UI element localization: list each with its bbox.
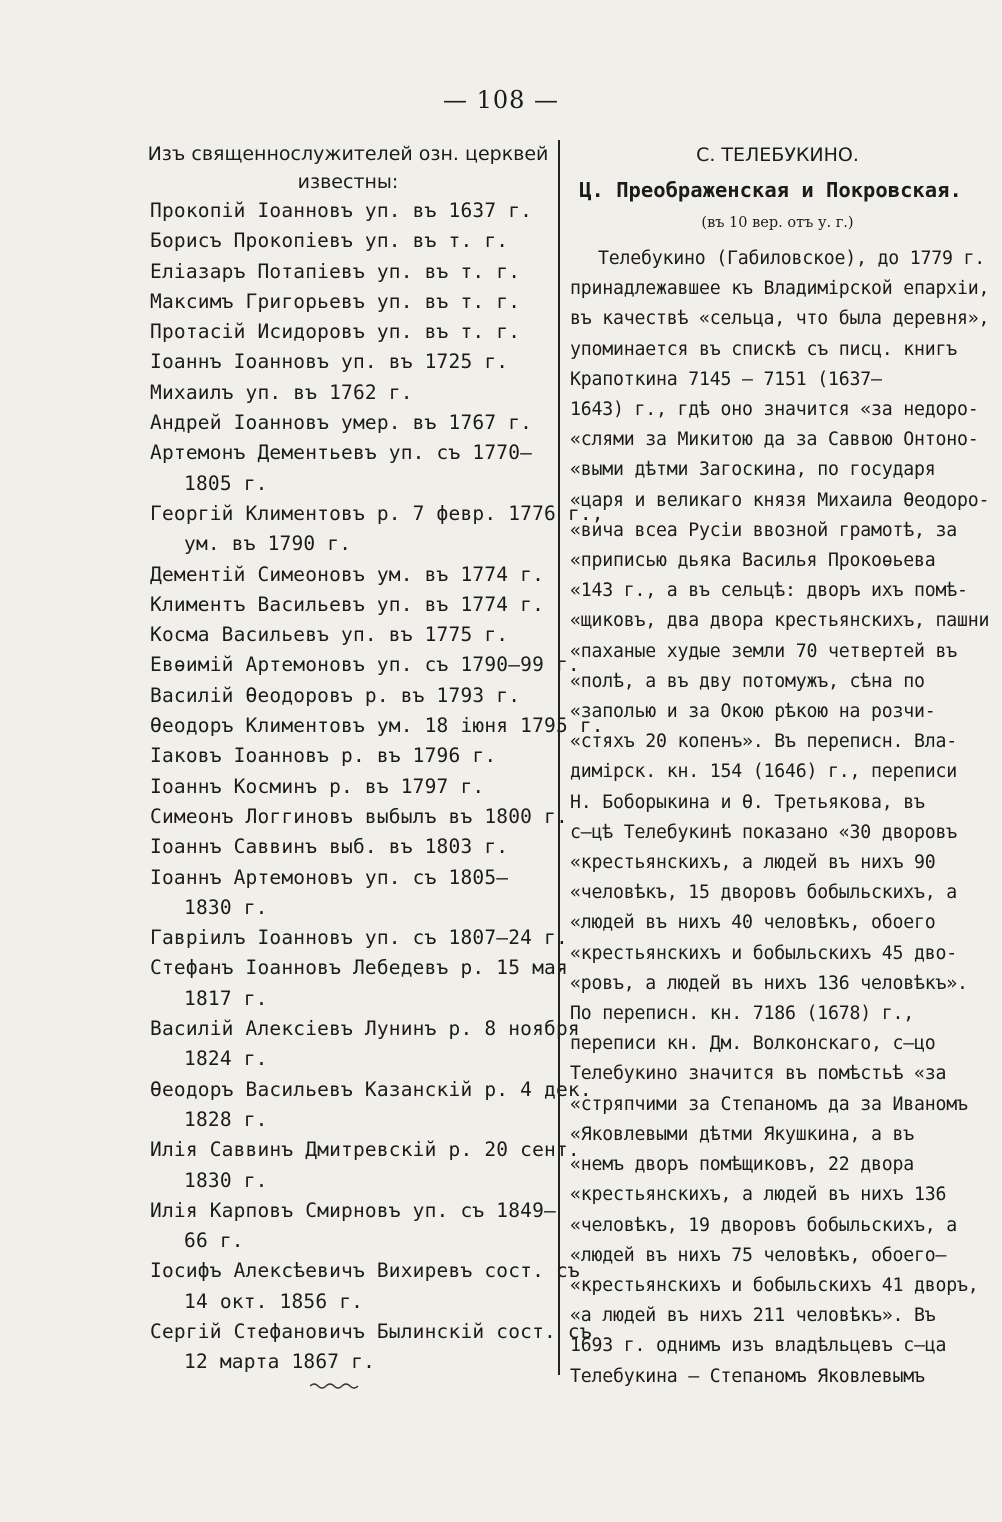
text-line: димірск. кн. 154 (1646) г., переписи [570,761,957,783]
clergy-entry-line: Іоаннъ Косминъ р. въ 1797 г. [150,774,485,798]
church-description-column [570,140,990,1392]
clergy-entry-line: Гавріилъ Іоанновъ уп. съ 1807—24 г. [150,926,568,950]
text-line: «людей въ нихъ 75 человѣкъ, обоего— [570,1244,947,1266]
clergy-entry-line: Прокопій Іоанновъ уп. въ 1637 г. [150,199,533,222]
clergy-entry-continuation: 1828 г. [184,1107,268,1131]
clergy-entry-line: Іосифъ Алексѣевичъ Вихиревъ сост. съ [150,1259,580,1283]
clergy-entry-line: Стефанъ Іоанновъ Лебедевъ р. 15 мая [150,956,568,980]
clergy-entry [150,1075,592,1136]
clergy-entry-line: Георгій Климентовъ р. 7 февр. 1776 г., [150,501,604,525]
clergy-entry [150,1256,580,1317]
text-line: «вича всеа Русіи ввозной грамотѣ, за [570,519,957,541]
clergy-entry [150,226,550,256]
clergy-entry [150,681,550,711]
clergy-entry [150,802,568,832]
clergy-entry-line: Дементій Симеоновъ ум. въ 1774 г. [150,562,545,586]
text-line: 1643) г., гдѣ оно значится «за недоро- [570,399,979,421]
clergy-list-heading [146,140,550,196]
text-line: «стяхъ 20 копенъ». Въ переписн. Вла- [570,731,957,753]
text-line: «царя и великаго князя Михаила Ѳеодоро- [570,489,990,511]
clergy-entry-line: Іоаннъ Артемоновъ уп. съ 1805— [150,865,509,889]
clergy-entry-line: Илія Саввинъ Дмитревскій р. 20 сент. [150,1138,580,1162]
clergy-entry [150,347,550,377]
clergy-entry-line: Сергій Стефановичъ Былинскій сост. съ [150,1319,592,1343]
clergy-entry-line: Іоаннъ Іоанновъ уп. въ 1725 г. [150,350,509,374]
clergy-entry-line: Еліазаръ Потапіевъ уп. въ т. г. [150,259,521,283]
text-line: «немъ дворъ помѣщиковъ, 22 двора [570,1154,914,1176]
clergy-entry [150,408,550,438]
clergy-entry-line: Андрей Іоанновъ умер. въ 1767 г. [150,411,533,435]
text-line: «143 г., а въ сельцѣ: дворъ ихъ помѣ- [570,580,968,602]
clergy-entry-continuation: 1805 г. [184,471,268,495]
clergy-entry-line: Борисъ Прокопіевъ уп. въ т. г. [150,229,509,253]
clergy-entry-line: Ѳеодоръ Климентовъ ум. 18 іюня 1795 г. [150,714,604,738]
clergy-entry-line: Михаилъ уп. въ 1762 г. [150,380,413,404]
text-line: «щиковъ, два двора крестьянскихъ, пашни [570,610,990,632]
clergy-entry-continuation: 12 марта 1867 г. [184,1350,376,1374]
text-line: переписи кн. Дм. Волконскаго, с—цо [570,1033,936,1055]
text-line: «крестьянскихъ, а людей въ нихъ 90 [570,852,936,874]
clergy-entries [150,196,604,1378]
text-line: «выми дѣтми Загоскина, по государя [570,459,936,481]
clergy-entry [150,196,550,226]
clergy-entry-line: Евѳимій Артемоновъ уп. съ 1790—99 г. [150,653,580,677]
clergy-entry-line: Илія Карповъ Смирновъ уп. съ 1849— [150,1198,556,1222]
clergy-entry-continuation: ум. въ 1790 г. [184,532,352,556]
clergy-entry-continuation: 66 г. [184,1229,244,1253]
text-line: «крестьянскихъ, а людей въ нихъ 136 [570,1184,947,1206]
clergy-entry-continuation: 1830 г. [184,1168,268,1192]
clergy-entry [150,1196,556,1257]
clergy-entry [150,863,550,924]
text-line: «Яковлевыми дѣтми Якушкина, а въ [570,1123,914,1145]
clergy-entry-line: Іаковъ Іоанновъ р. въ 1796 г. [150,744,497,768]
clergy-entry [150,257,550,287]
end-ornament-icon [310,1382,360,1390]
clergy-entry [150,772,550,802]
text-line: «полѣ, а въ дву потомужъ, сѣна по [570,670,925,692]
clergy-entry-line: Симеонъ Логгиновъ выбылъ въ 1800 г. [150,804,568,828]
clergy-entry [150,317,550,347]
text-line: «паханые худые земли 70 четвертей въ [570,640,957,662]
text-line: «ровъ, а людей въ нихъ 136 человѣкъ». [570,972,968,994]
text-line: упоминается въ спискѣ съ писц. книгъ [570,338,957,360]
clergy-entry-continuation: 1817 г. [184,986,268,1010]
clergy-entry [150,560,550,590]
text-line: с—цѣ Телебукинѣ показано «30 дворовъ [570,821,957,843]
clergy-entry [150,923,568,953]
clergy-entry-line: Протасій Исидоровъ уп. въ т. г. [150,320,521,344]
text-line: Крапоткина 7145 — 7151 (1637— [570,368,882,390]
clergy-entry [150,1014,580,1075]
text-line: Телебукино значится въ помѣстьѣ «за [570,1063,947,1085]
church-title: Ц. Преображенская и Покровская. [579,178,962,202]
text-line: По переписн. кн. 7186 (1678) г., [570,1003,914,1025]
text-line: «крестьянскихъ и бобыльскихъ 45 дво- [570,942,957,964]
clergy-entry [150,650,580,680]
text-line: Телебукина — Степаномъ Яковлевымъ [570,1365,925,1387]
clergy-entry [150,620,550,650]
text-line: Телебукино (Габиловское), до 1779 г. [598,248,985,269]
clergy-heading-line: известны: [297,171,399,193]
clergy-entry-continuation: 14 окт. 1856 г. [184,1289,364,1313]
text-line: «а людей въ нихъ 211 человѣкъ». Въ [570,1305,936,1327]
clergy-entry [150,378,550,408]
text-line: «приписью дьяка Василья Прокоѳьева [570,550,936,572]
clergy-list-column [147,140,604,1390]
clergy-entry-continuation: 1824 г. [184,1047,268,1071]
clergy-entry [150,741,550,771]
clergy-entry [150,953,568,1014]
text-line: «слями за Микитою да за Саввою Онтоно- [570,429,979,451]
clergy-entry-line: Косма Васильевъ уп. въ 1775 г. [150,623,509,647]
text-line: «стряпчими за Степаномъ да за Иваномъ [570,1093,968,1115]
clergy-entry [150,438,550,499]
clergy-entry [150,711,604,741]
text-line: «заполью и за Окою рѣкою на розчи- [570,701,936,723]
clergy-entry [150,499,604,560]
clergy-entry [150,287,550,317]
clergy-entry-continuation: 1830 г. [184,895,268,919]
clergy-entry-line: Василій Алексіевъ Лунинъ р. 8 ноября [150,1017,580,1041]
text-line: въ качествѣ «сельца, что была деревня», [570,308,990,330]
clergy-entry-line: Артемонъ Дементьевъ уп. съ 1770— [150,441,533,465]
clergy-entry-line: Василій Ѳеодоровъ р. въ 1793 г. [150,683,521,707]
text-line: 1693 г. однимъ изъ владѣльцевъ с—ца [570,1335,947,1357]
clergy-entry-line: Ѳеодоръ Васильевъ Казанскій р. 4 дек. [150,1077,592,1101]
village-name: С. ТЕЛЕБУКИНО. [696,144,859,166]
clergy-entry [150,1317,592,1378]
text-line: «человѣкъ, 15 дворовъ бобыльскихъ, а [570,882,957,904]
clergy-entry-line: Іоаннъ Саввинъ выб. въ 1803 г. [150,835,509,859]
text-line: принадлежавшее къ Владимірской епархіи, [570,278,990,300]
clergy-entry [150,1135,580,1196]
clergy-entry-line: Максимъ Григорьевъ уп. въ т. г. [150,289,521,313]
text-line: «людей въ нихъ 40 человѣкъ, обоего [570,912,936,934]
text-line: «крестьянскихъ и бобыльскихъ 41 дворъ, [570,1274,979,1296]
column-divider [558,140,560,1375]
text-line: «человѣкъ, 19 дворовъ бобыльскихъ, а [570,1214,957,1236]
clergy-entry [150,832,550,862]
text-line: Н. Боборыкина и Ѳ. Третьякова, въ [570,791,925,813]
church-history-text [570,244,990,1392]
clergy-heading-line: Изъ священнослужителей озн. церквей [147,143,549,165]
clergy-entry [150,590,550,620]
distance-note: (въ 10 вер. отъ у. г.) [701,215,854,231]
page-number: — 108 — [442,86,560,114]
clergy-entry-line: Климентъ Васильевъ уп. въ 1774 г. [150,592,545,616]
